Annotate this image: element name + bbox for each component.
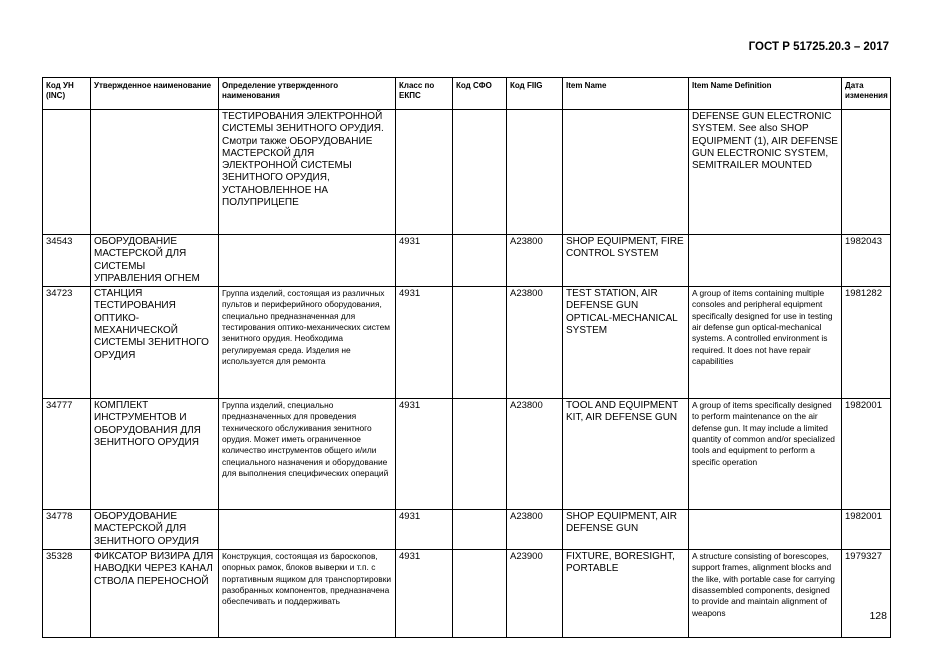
col-header-def-ru: Определение утвержденного наименования bbox=[219, 78, 396, 110]
cell-def-ru bbox=[219, 235, 396, 287]
cell-class: 4931 bbox=[396, 550, 453, 638]
cell-inc bbox=[43, 110, 91, 235]
cell-date: 1981282 bbox=[842, 287, 891, 399]
cell-class: 4931 bbox=[396, 287, 453, 399]
cell-item-def: A group of items containing multiple consoles and peripheral equipment specifically designed for use in testing air defense gun optical-mechanical systems. A controlled environment is required. It does not have repair capabilities bbox=[689, 287, 842, 399]
cell-inc: 34777 bbox=[43, 399, 91, 510]
cell-class: 4931 bbox=[396, 399, 453, 510]
col-header-fiig: Код FIIG bbox=[507, 78, 563, 110]
cell-name-ru: ОБОРУДОВАНИЕ МАСТЕРСКОЙ ДЛЯ ЗЕНИТНОГО ОРУДИЯ bbox=[91, 510, 219, 550]
col-header-item-def: Item Name Definition bbox=[689, 78, 842, 110]
table-row bbox=[43, 235, 891, 287]
col-header-inc: Код УН (INC) bbox=[43, 78, 91, 110]
cell-item-name bbox=[563, 110, 689, 235]
cell-def-ru: Группа изделий, специально предназначенных для проведения технического обслуживания зенитного орудия. Может иметь ограниченное количество инструментов общего и/или специального назначения и оборудование для выполнения специфических операций bbox=[219, 399, 396, 510]
cell-fiig: A23800 bbox=[507, 235, 563, 287]
cell-item-name: TOOL AND EQUIPMENT KIT, AIR DEFENSE GUN bbox=[563, 399, 689, 510]
cell-item-name: TEST STATION, AIR DEFENSE GUN OPTICAL-MECHANICAL SYSTEM bbox=[563, 287, 689, 399]
cell-fiig: A23900 bbox=[507, 550, 563, 638]
table-row bbox=[43, 287, 891, 399]
cell-item-name: SHOP EQUIPMENT, AIR DEFENSE GUN bbox=[563, 510, 689, 550]
cell-inc: 34543 bbox=[43, 235, 91, 287]
cell-sfo bbox=[453, 550, 507, 638]
registry-table bbox=[42, 77, 891, 638]
cell-inc: 34723 bbox=[43, 287, 91, 399]
col-header-class: Класс по ЕКПС bbox=[396, 78, 453, 110]
table-row bbox=[43, 550, 891, 638]
cell-def-ru: ТЕСТИРОВАНИЯ ЭЛЕКТРОННОЙ СИСТЕМЫ ЗЕНИТНОГО ОРУДИЯ. Смотри также ОБОРУДОВАНИЕ МАСТЕРСКОЙ ДЛЯ ЭЛЕКТРОННОЙ СИСТЕМЫ ЗЕНИТНОГО ОРУДИЯ, УСТАНОВЛЕННОЕ НА ПОЛУПРИЦЕПЕ bbox=[219, 110, 396, 235]
cell-date: 1982001 bbox=[842, 510, 891, 550]
cell-item-def bbox=[689, 510, 842, 550]
cell-name-ru: СТАНЦИЯ ТЕСТИРОВАНИЯ ОПТИКО-МЕХАНИЧЕСКОЙ СИСТЕМЫ ЗЕНИТНОГО ОРУДИЯ bbox=[91, 287, 219, 399]
cell-class bbox=[396, 110, 453, 235]
col-header-name-ru: Утвержденное наименование bbox=[91, 78, 219, 110]
cell-class: 4931 bbox=[396, 510, 453, 550]
cell-date: 1982043 bbox=[842, 235, 891, 287]
document-id: ГОСТ Р 51725.20.3 – 2017 bbox=[748, 41, 889, 53]
cell-def-ru: Конструкция, состоящая из бароскопов, опорных рамок, блоков выверки и т.п. с портативным ящиком для транспортировки разобранных компонентов, предназначена обеспечивать и поддерживать bbox=[219, 550, 396, 638]
col-header-item-name: Item Name bbox=[563, 78, 689, 110]
cell-item-name: SHOP EQUIPMENT, FIRE CONTROL SYSTEM bbox=[563, 235, 689, 287]
cell-fiig: A23800 bbox=[507, 510, 563, 550]
page-number: 128 bbox=[869, 610, 887, 622]
cell-sfo bbox=[453, 399, 507, 510]
table-row bbox=[43, 110, 891, 235]
cell-date bbox=[842, 110, 891, 235]
cell-def-ru: Группа изделий, состоящая из различных пультов и периферийного оборудования, специально предназначенная для тестирования оптико-механических систем зенитного орудия. Необходима регулируемая среда. Изделия не используется для ремонта bbox=[219, 287, 396, 399]
cell-item-def: A structure consisting of borescopes, support frames, alignment blocks and the like, with portable case for carrying disassembled components, designed to provide and maintain alignment of weapons bbox=[689, 550, 842, 638]
cell-def-ru bbox=[219, 510, 396, 550]
cell-fiig: A23800 bbox=[507, 287, 563, 399]
col-header-sfo: Код СФО bbox=[453, 78, 507, 110]
cell-item-def bbox=[689, 235, 842, 287]
cell-item-def: A group of items specifically designed to perform maintenance on the air defense gun. It may include a limited quantity of common and/or specialized tools and equipment to perform a specific operation bbox=[689, 399, 842, 510]
table-row bbox=[43, 510, 891, 550]
cell-inc: 35328 bbox=[43, 550, 91, 638]
cell-sfo bbox=[453, 235, 507, 287]
cell-name-ru: ОБОРУДОВАНИЕ МАСТЕРСКОЙ ДЛЯ СИСТЕМЫ УПРАВЛЕНИЯ ОГНЕМ bbox=[91, 235, 219, 287]
cell-date: 1982001 bbox=[842, 399, 891, 510]
cell-class: 4931 bbox=[396, 235, 453, 287]
cell-item-name: FIXTURE, BORESIGHT, PORTABLE bbox=[563, 550, 689, 638]
cell-name-ru: КОМПЛЕКТ ИНСТРУМЕНТОВ И ОБОРУДОВАНИЯ ДЛЯ ЗЕНИТНОГО ОРУДИЯ bbox=[91, 399, 219, 510]
cell-sfo bbox=[453, 110, 507, 235]
cell-item-def: DEFENSE GUN ELECTRONIC SYSTEM. See also SHOP EQUIPMENT (1), AIR DEFENSE GUN ELECTRONIC SYSTEM, SEMITRAILER MOUNTED bbox=[689, 110, 842, 235]
cell-fiig: A23800 bbox=[507, 399, 563, 510]
cell-fiig bbox=[507, 110, 563, 235]
cell-sfo bbox=[453, 510, 507, 550]
table-row bbox=[43, 399, 891, 510]
cell-sfo bbox=[453, 287, 507, 399]
cell-name-ru: ФИКСАТОР ВИЗИРА ДЛЯ НАВОДКИ ЧЕРЕЗ КАНАЛ СТВОЛА ПЕРЕНОСНОЙ bbox=[91, 550, 219, 638]
table-header-row bbox=[43, 78, 891, 110]
cell-name-ru bbox=[91, 110, 219, 235]
cell-inc: 34778 bbox=[43, 510, 91, 550]
cell-date: 1979327 bbox=[842, 550, 891, 638]
col-header-date: Дата изменения bbox=[842, 78, 891, 110]
